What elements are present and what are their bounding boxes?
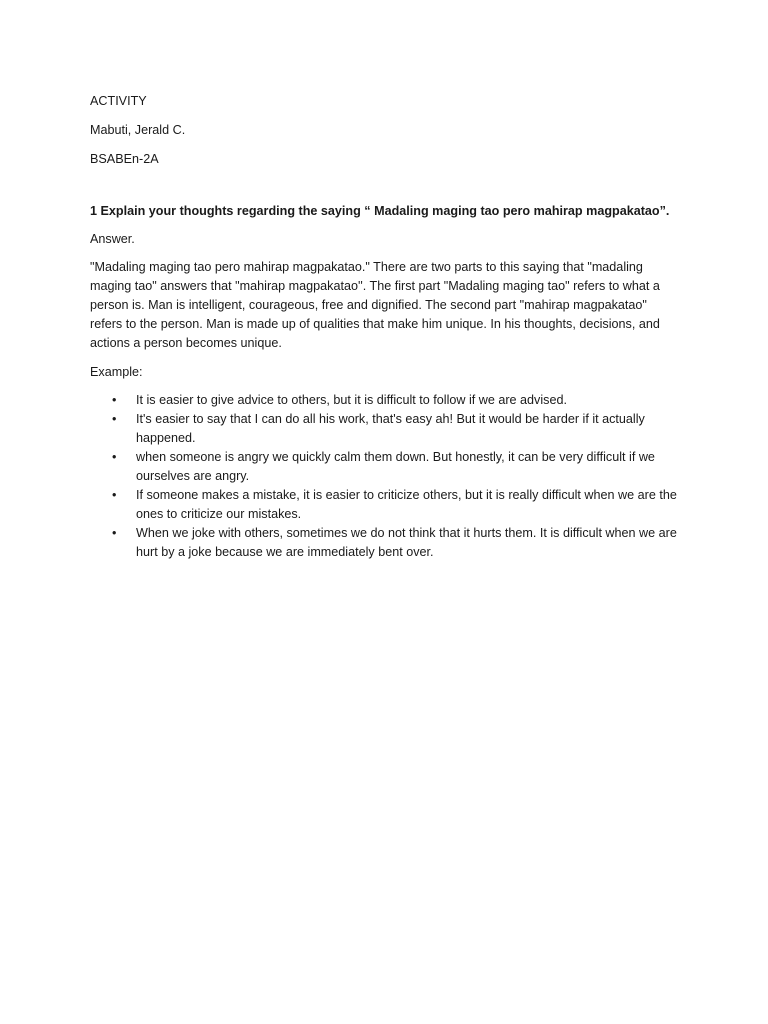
example-text: When we joke with others, sometimes we do not think that it hurts them. It is difficult when we are hurt by a joke because we are immediately bent over. xyxy=(136,526,677,559)
bullet-icon: • xyxy=(112,450,117,464)
example-text: It is easier to give advice to others, but it is difficult to follow if we are advised. xyxy=(136,393,567,407)
list-item xyxy=(90,486,682,524)
student-section: BSABEn-2A xyxy=(90,152,159,166)
example-text: If someone makes a mistake, it is easier to criticize others, but it is really difficult when we are the ones to criticize our mistakes. xyxy=(136,488,677,521)
document-body xyxy=(90,92,690,562)
answer-label: Answer. xyxy=(90,232,135,246)
example-text: It's easier to say that I can do all his work, that's easy ah! But it would be harder if it actually happened. xyxy=(136,412,645,445)
list-item xyxy=(90,524,682,562)
question-text: 1 Explain your thoughts regarding the saying “ Madaling maging tao pero mahirap magpakatao”. xyxy=(90,204,670,218)
bullet-icon: • xyxy=(112,488,117,502)
list-item xyxy=(90,391,682,410)
example-text: when someone is angry we quickly calm them down. But honestly, it can be very difficult if we ourselves are angry. xyxy=(136,450,655,483)
list-item xyxy=(90,448,682,486)
bullet-icon: • xyxy=(112,412,117,426)
list-item xyxy=(90,410,682,448)
student-name: Mabuti, Jerald C. xyxy=(90,123,186,137)
answer-paragraph: "Madaling maging tao pero mahirap magpakatao." There are two parts to this saying that "madaling maging tao" answers that "mahirap magpakatao''. The first part "Madaling maging tao" refers to what a person is. Man is intelligent, courageous, free and dignified. The second part "mahirap magpakatao" refers to the person. Man is made up of qualities that make him unique. In his thoughts, decisions, and actions a person becomes unique. xyxy=(90,260,660,350)
bullet-icon: • xyxy=(112,393,117,407)
bullet-icon: • xyxy=(112,526,117,540)
examples-list xyxy=(90,391,690,562)
example-label: Example: xyxy=(90,365,143,379)
document-heading: ACTIVITY xyxy=(90,94,147,108)
